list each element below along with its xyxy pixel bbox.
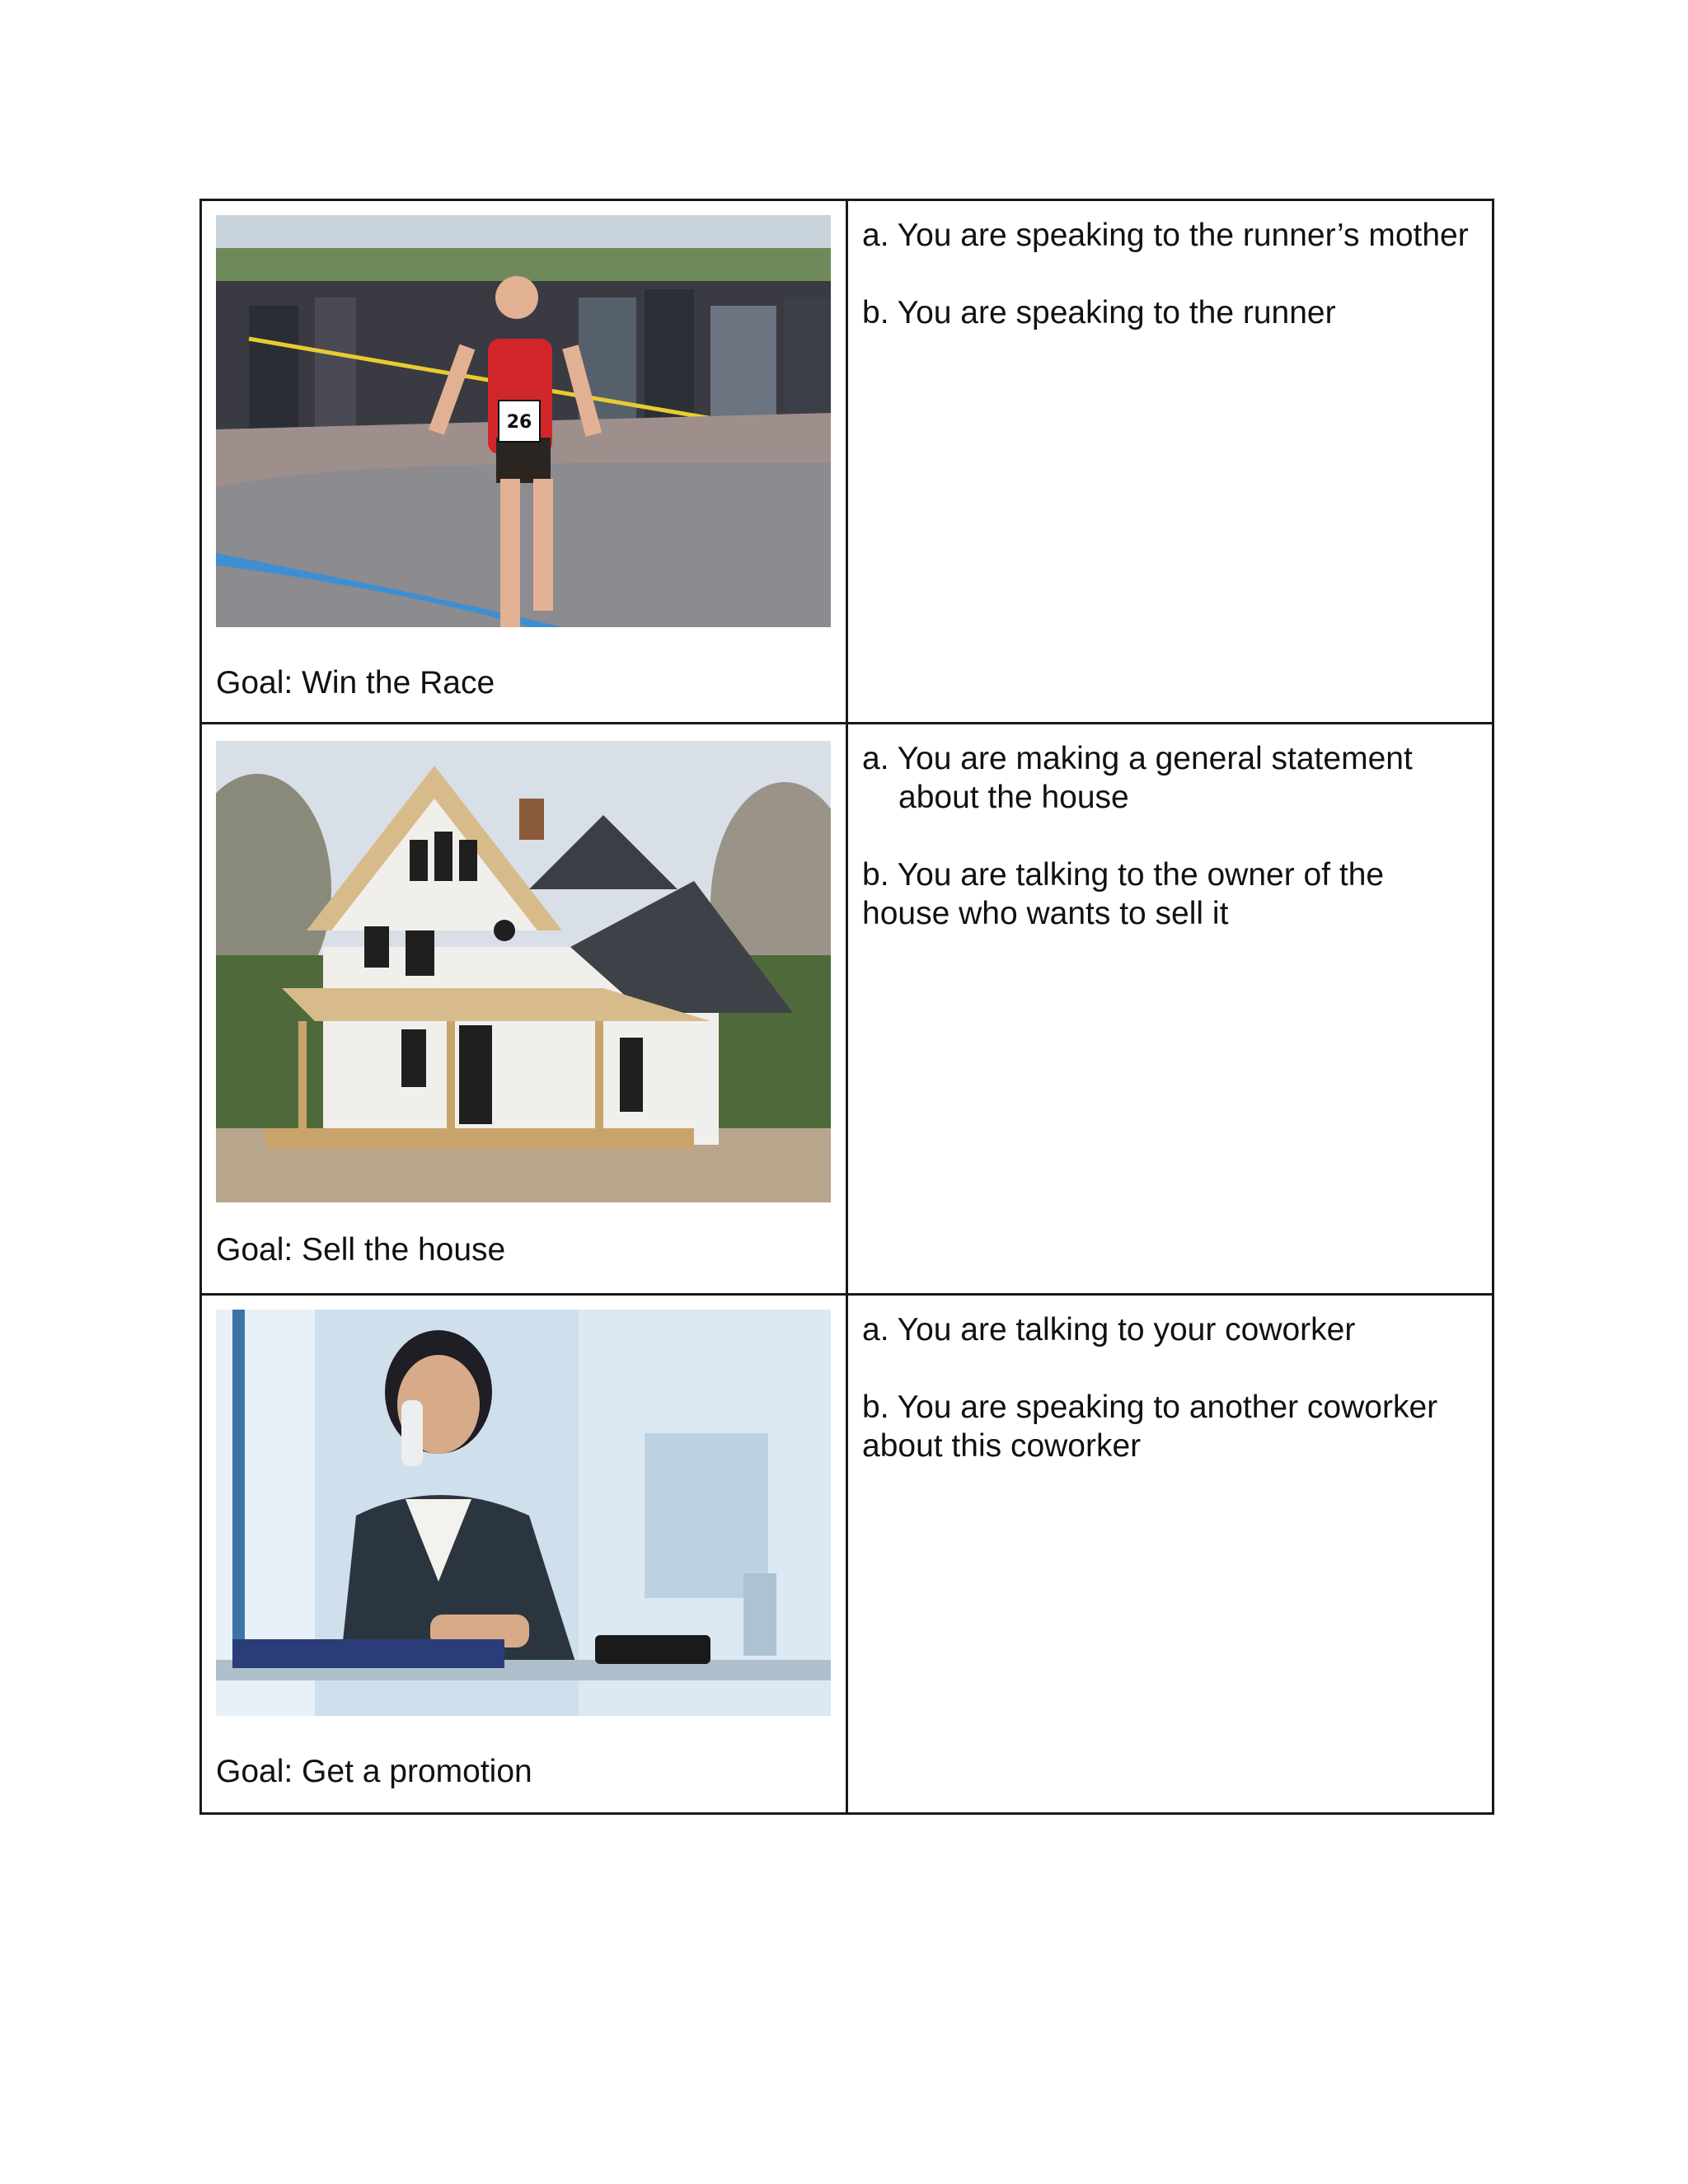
- table-row: [201, 200, 1493, 724]
- table-row: [201, 1295, 1493, 1814]
- office-photo: [216, 1310, 831, 1716]
- option-a: a. You are talking to your coworker: [862, 1312, 1356, 1347]
- option-b: b. You are speaking to another coworker about this coworker: [862, 1390, 1438, 1464]
- option-b: b. You are talking to the owner of the house who wants to sell it: [862, 857, 1385, 931]
- runner-bib-number: 26: [506, 412, 532, 433]
- scenario-options-cell: [847, 724, 1493, 1295]
- goal-label: Goal: Sell the house: [216, 1232, 506, 1268]
- scenario-image-cell: [201, 724, 847, 1295]
- scenario-options-cell: [847, 1295, 1493, 1814]
- scenario-image-cell: [201, 1295, 847, 1814]
- option-a: a. You are making a general statement about the house: [862, 741, 1413, 815]
- option-a: a. You are speaking to the runner’s mother: [862, 218, 1469, 253]
- scenario-options-cell: [847, 200, 1493, 724]
- goal-label: Goal: Win the Race: [216, 665, 495, 701]
- scenario-table: [199, 199, 1494, 1815]
- table-row: [201, 724, 1493, 1295]
- goal-label: Goal: Get a promotion: [216, 1754, 532, 1789]
- scenario-image-cell: [201, 200, 847, 724]
- house-photo: [216, 741, 831, 1202]
- runner-photo: [216, 215, 831, 627]
- option-b: b. You are speaking to the runner: [862, 295, 1336, 330]
